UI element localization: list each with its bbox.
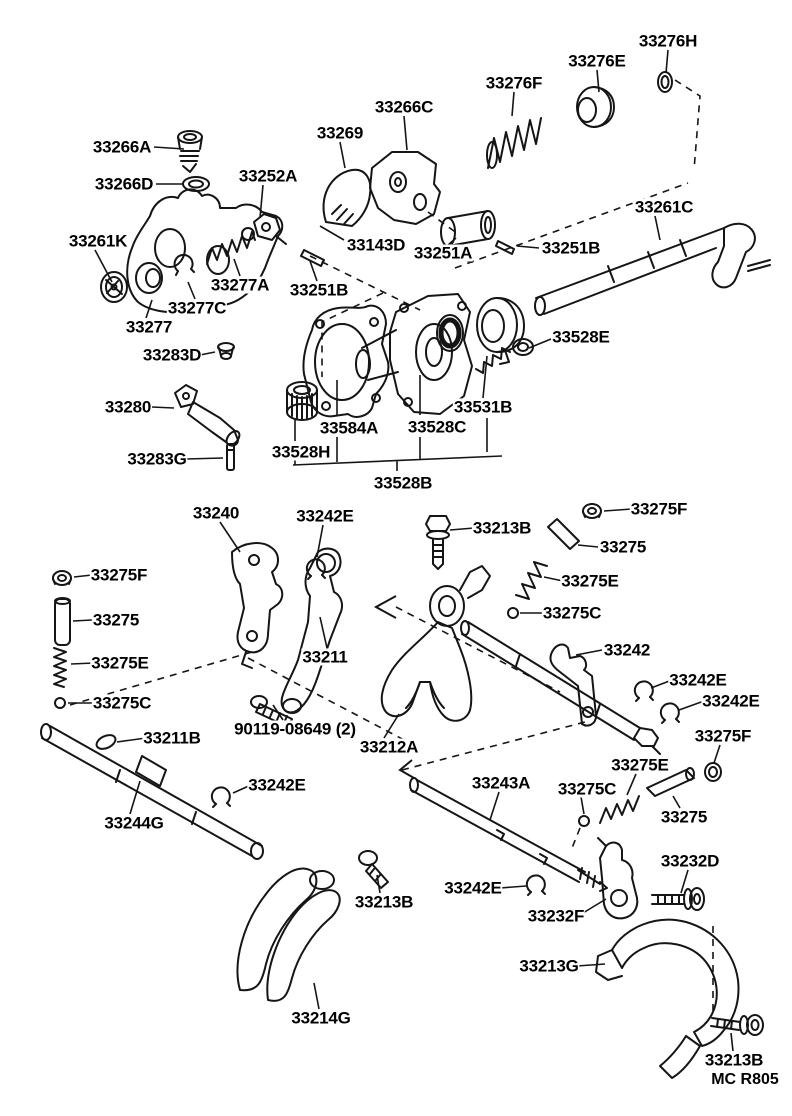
part-label-33275: 33275 [92, 610, 140, 630]
part-oring-33276H [658, 72, 672, 92]
part-oring-33211B [94, 732, 117, 751]
part-label-33275E: 33275E [91, 653, 149, 673]
part-label-33252A: 33252A [238, 166, 298, 186]
part-label-33528H: 33528H [271, 442, 331, 462]
part-label-33275C: 33275C [92, 693, 152, 713]
part-label-33251B: 33251B [289, 280, 349, 300]
part-bracket-33240 [232, 543, 282, 668]
part-label-33275C: 33275C [542, 603, 602, 623]
part-label-33211: 33211 [302, 647, 348, 667]
part-pin-33275-left [55, 598, 70, 645]
part-label-33211B: 33211B [143, 728, 201, 748]
part-label-33276H: 33276H [638, 31, 698, 51]
part-label-33212A: 33212A [359, 737, 419, 757]
part-label-33266C: 33266C [374, 97, 434, 117]
part-label-33213B: 33213B [472, 518, 532, 538]
part-arm-33232F [598, 838, 637, 918]
part-label-33242E: 33242E [444, 878, 502, 898]
part-label-33275F: 33275F [90, 565, 148, 585]
part-label-33275E: 33275E [561, 571, 619, 591]
part-label-33213G: 33213G [519, 956, 579, 976]
part-label-33242E: 33242E [702, 691, 760, 711]
part-label-33275F: 33275F [630, 499, 688, 519]
part-cap-33276E [577, 87, 614, 127]
part-fork-33212A [382, 566, 490, 721]
part-ball-33275C-right [508, 608, 518, 618]
part-shaft-33261C [535, 224, 770, 315]
part-clip-33242E-2 [635, 681, 653, 701]
part-bolt-33213B-mid [359, 851, 388, 888]
part-label-33275F: 33275F [694, 726, 752, 746]
part-label-33277: 33277 [125, 317, 173, 337]
part-label-33244G: 33244G [104, 813, 164, 833]
part-label-33275: 33275 [660, 807, 708, 827]
part-label-33251B: 33251B [541, 238, 601, 258]
part-plate-33269 [324, 170, 371, 226]
part-label-33242E: 33242E [669, 670, 727, 690]
part-pin-33251B-right [496, 241, 514, 254]
part-plug-33275F-bottom [705, 763, 721, 781]
part-label-33251A: 33251A [413, 243, 473, 263]
part-label-33143D: 33143D [346, 235, 406, 255]
part-label-33242E: 33242E [296, 506, 354, 526]
part-pin-33283G [227, 444, 234, 470]
part-clip-33242E-4 [212, 787, 230, 807]
part-label-33531B: 33531B [453, 397, 513, 417]
part-clip-33242E-3 [661, 703, 679, 723]
part-label-33266A: 33266A [92, 137, 152, 157]
part-nut-33275F-left [53, 571, 71, 585]
part-washer-33266D [183, 177, 209, 191]
part-label-33213B: 33213B [354, 892, 414, 912]
part-nut-33275F-right [583, 504, 601, 518]
part-label-33528C: 33528C [407, 417, 467, 437]
part-bolt-33213B-top [426, 516, 450, 569]
part-spring-33275E-bottom [600, 796, 639, 823]
part-lever-33211 [282, 549, 342, 713]
part-label-33276F: 33276F [485, 73, 543, 93]
part-label-33266D: 33266D [94, 174, 154, 194]
part-spring-33276F [487, 118, 541, 168]
part-seal-33261K [101, 272, 127, 302]
part-label-33280: 33280 [104, 397, 152, 417]
part-label-33277A: 33277A [210, 275, 270, 295]
part-label-33261C: 33261C [634, 197, 694, 217]
part-plug-33283D [218, 343, 234, 359]
part-spring-33275E-right [516, 562, 547, 599]
part-bearing-33528H [287, 382, 317, 420]
part-label-33269: 33269 [316, 123, 364, 143]
part-label-33283G: 33283G [127, 449, 187, 469]
part-label-33275E: 33275E [611, 755, 669, 775]
part-label-33528B: 33528B [373, 473, 433, 493]
part-label-33232D: 33232D [660, 851, 720, 871]
part-detent-bolt-33528E [476, 339, 533, 373]
part-label-33243A: 33243A [471, 773, 531, 793]
part-label-33242: 33242 [603, 640, 651, 660]
part-rod-33280 [175, 385, 242, 447]
part-label-90119-08649-2: 90119-08649 (2) [234, 719, 356, 739]
part-spring-33275E-left [54, 648, 66, 687]
part-label-33283D: 33283D [142, 345, 202, 365]
part-pin-33275-right [548, 519, 579, 549]
part-fork-33214G [238, 869, 340, 1001]
part-label-33275: 33275 [599, 537, 647, 557]
part-ring-33528C [437, 315, 463, 351]
part-label-33213B: 33213B [704, 1050, 764, 1070]
part-ball-33275C-left [55, 698, 65, 708]
part-spring-33277A [207, 232, 255, 264]
part-clip-33242E-5 [527, 875, 545, 895]
part-label-33584A: 33584A [319, 418, 379, 438]
part-ball-33275C-bottom [579, 816, 589, 826]
part-label-33240: 33240 [192, 503, 240, 523]
part-bolt-33232D [652, 888, 704, 910]
part-label-33277C: 33277C [167, 298, 227, 318]
part-label-33242E: 33242E [248, 775, 306, 795]
part-label-33261K: 33261K [68, 231, 128, 251]
part-bolt-33213B-bottom [711, 1015, 763, 1035]
part-label-33528E: 33528E [552, 327, 610, 347]
part-label-33232F: 33232F [527, 906, 585, 926]
drawing-code: MC R805 [711, 1071, 779, 1088]
part-label-33275C: 33275C [557, 779, 617, 799]
part-plug-33266A [178, 131, 202, 172]
part-cup-33277 [136, 263, 162, 293]
part-label-33276E: 33276E [568, 51, 626, 71]
part-label-33214G: 33214G [291, 1008, 351, 1028]
